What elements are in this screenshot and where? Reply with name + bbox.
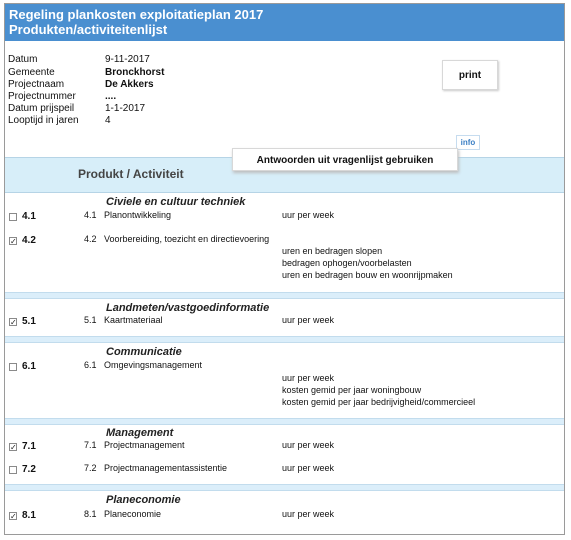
category-title-landmeten: Landmeten/vastgoedinformatie <box>106 302 270 314</box>
checkbox-6-1[interactable] <box>9 363 17 371</box>
title-bar <box>5 4 564 41</box>
unit-label: uren en bedragen slopen <box>282 246 383 256</box>
use-answers-button[interactable]: Antwoorden uit vragenlijst gebruiken <box>232 148 458 171</box>
info-label-datum: Datum <box>8 54 38 65</box>
info-button[interactable]: info <box>456 135 480 150</box>
sub-code: 6.1 <box>84 360 97 370</box>
sub-code: 7.2 <box>84 463 97 473</box>
item-code: 4.2 <box>22 235 36 246</box>
info-label-gemeente: Gemeente <box>8 67 55 78</box>
print-button[interactable]: print <box>442 60 498 90</box>
info-value-gemeente: Bronckhorst <box>105 67 165 78</box>
unit-label: kosten gemid per jaar woningbouw <box>282 385 422 395</box>
activity-name: Projectmanagement <box>104 440 185 450</box>
category-title-civiel: Civiele en cultuur techniek <box>106 196 246 208</box>
page-title: Regeling plankosten exploitatieplan 2017 <box>9 7 264 22</box>
section-separator <box>5 484 564 491</box>
activity-name: Voorbereiding, toezicht en directievoering <box>104 234 270 244</box>
unit-label: bedragen ophogen/voorbelasten <box>282 258 412 268</box>
activity-name: Kaartmateriaal <box>104 315 163 325</box>
checkbox-5-1[interactable]: ✓ <box>10 318 17 327</box>
checkbox-7-1[interactable]: ✓ <box>10 443 17 452</box>
info-label-looptijd: Looptijd in jaren <box>8 115 79 126</box>
unit-label: uur per week <box>282 210 335 220</box>
info-value-prijspeil: 1-1-2017 <box>105 103 146 114</box>
section-separator <box>5 418 564 425</box>
sub-code: 4.1 <box>84 210 97 220</box>
item-code: 7.2 <box>22 464 36 475</box>
unit-label: uur per week <box>282 463 335 473</box>
unit-label: uren en bedragen bouw en woonrijpmaken <box>282 270 453 280</box>
info-label-projectnaam: Projectnaam <box>8 79 65 90</box>
info-label-prijspeil: Datum prijspeil <box>8 103 75 114</box>
item-code: 4.1 <box>22 211 36 222</box>
activity-name: Planontwikkeling <box>104 210 172 220</box>
column-header: Produkt / Activiteit <box>78 167 184 181</box>
activity-name: Omgevingsmanagement <box>104 360 203 370</box>
activity-name: Projectmanagementassistentie <box>104 463 228 473</box>
section-separator <box>5 336 564 343</box>
info-value-looptijd: 4 <box>105 115 111 126</box>
page-subtitle: Produkten/activiteitenlijst <box>9 22 168 37</box>
item-code: 6.1 <box>22 361 36 372</box>
checkbox-4-1[interactable] <box>9 213 17 221</box>
info-label-projectnummer: Projectnummer <box>8 91 76 102</box>
info-value-projectnummer: .... <box>105 91 117 102</box>
category-title-planeconomie: Planeconomie <box>106 494 181 506</box>
unit-label: kosten gemid per jaar bedrijvigheid/commercieel <box>282 397 476 407</box>
checkbox-4-2[interactable]: ✓ <box>10 237 17 246</box>
sub-code: 5.1 <box>84 315 97 325</box>
section-separator <box>5 292 564 299</box>
category-title-management: Management <box>106 427 174 439</box>
unit-label: uur per week <box>282 373 335 383</box>
category-title-communicatie: Communicatie <box>106 346 182 358</box>
sub-code: 8.1 <box>84 509 97 519</box>
sub-code: 4.2 <box>84 234 97 244</box>
unit-label: uur per week <box>282 440 335 450</box>
activity-name: Planeconomie <box>104 509 162 519</box>
item-code: 5.1 <box>22 316 36 327</box>
info-value-projectnaam: De Akkers <box>105 79 154 90</box>
checkbox-7-2[interactable] <box>9 466 17 474</box>
item-code: 7.1 <box>22 441 36 452</box>
item-code: 8.1 <box>22 510 36 521</box>
info-value-datum: 9-11-2017 <box>105 54 150 65</box>
unit-label: uur per week <box>282 315 335 325</box>
checkbox-8-1[interactable]: ✓ <box>10 512 17 521</box>
sub-code: 7.1 <box>84 440 97 450</box>
unit-label: uur per week <box>282 509 335 519</box>
form-frame <box>4 3 565 535</box>
